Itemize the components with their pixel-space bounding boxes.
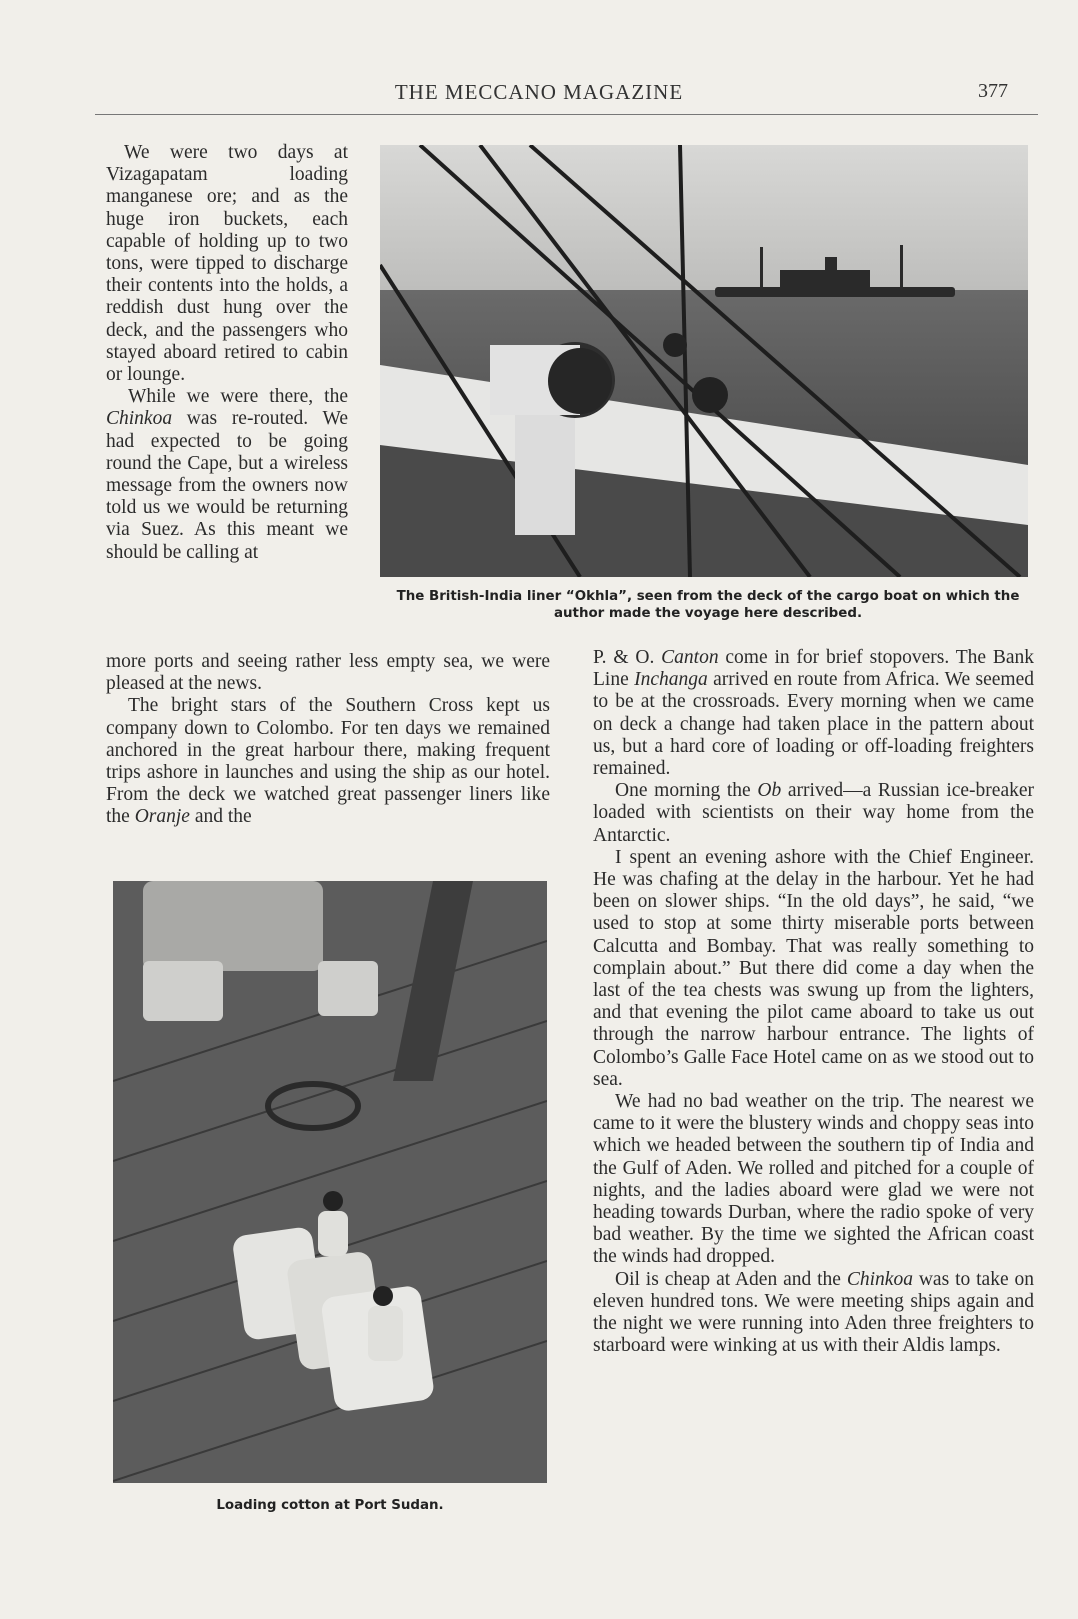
page-number: 377 bbox=[978, 80, 1008, 102]
photo-port-sudan bbox=[113, 881, 547, 1483]
paragraph-rerouted-continued: more ports and seeing rather less empty sea, we were pleased at the news. bbox=[106, 651, 550, 695]
paragraph-vizagapatam: We were two days at Vizagapatam loading manganese ore; and as the huge iron buckets, each capable of holding up to two tons, were tipped to discharge their contents into the holds, a reddish dust hung over the deck, and the passengers who stayed aboard retired to cabin or lounge. bbox=[106, 142, 348, 386]
paragraph-aden: Oil is cheap at Aden and the Chinkoa was to take on eleven hundred tons. We were meeting ships again and the night we were running into Aden three freighters to starboard were winking at us with their Aldis lamps. bbox=[593, 1268, 1034, 1357]
column-left-narrow bbox=[106, 142, 348, 564]
paragraph-chief-engineer: I spent an evening ashore with the Chief Engineer. He was chafing at the delay in the harbour. Yet he had been on slower ships. “In the old days”, he said, “we used to stop at some thirty miserable ports between Calcutta and Bombay. That was really something to complain about.” But there did come a day when the last of the tea chests was swung up from the lighters, and that evening the pilot came aboard to take us out through the narrow harbour entrance. The lights of Colombo’s Galle Face Hotel came on as we stood out to sea. bbox=[593, 846, 1034, 1090]
header-rule bbox=[95, 114, 1038, 115]
photo-port-sudan-drawing bbox=[113, 881, 547, 1483]
column-left-wide bbox=[106, 651, 550, 829]
paragraph-ob-icebreaker: One morning the Ob arrived—a Russian ice-breaker loaded with scientists on their way home from the Antarctic. bbox=[593, 780, 1034, 846]
paragraph-stopovers: P. & O. Canton come in for brief stopovers. The Bank Line Inchanga arrived en route from Africa. We seemed to be at the crossroads. Every morning when we came on deck a change had taken place in the pattern about us, but a hard core of loading or off-loading freighters remained. bbox=[593, 647, 1035, 780]
column-right bbox=[593, 647, 1034, 1358]
photo-okhla-liner bbox=[380, 145, 1028, 577]
paragraph-rerouted: While we were there, the Chinkoa was re-routed. We had expected to be going round the Cape, but a wireless message from the owners now told us we would be returning via Suez. As this meant we should be calling at bbox=[106, 386, 348, 563]
magazine-title: THE MECCANO MAGAZINE bbox=[394, 80, 684, 104]
photo-okhla-liner-drawing bbox=[380, 145, 1028, 577]
photo-port-sudan-caption: Loading cotton at Port Sudan. bbox=[216, 1498, 444, 1513]
paragraph-southern-cross: The bright stars of the Southern Cross kept us company down to Colombo. For ten days we remained anchored in the great harbour there, making frequent trips ashore in launches and using the ship as our hotel. From the deck we watched great passenger liners like the Oranje and the bbox=[106, 695, 550, 828]
paragraph-weather: We had no bad weather on the trip. The nearest we came to it were the blustery winds and choppy seas into which we headed between the southern tip of India and the Gulf of Aden. We rolled and pitched for a couple of nights, and the ladies aboard were glad we were not heading towards Durban, where the radio spoke of very bad weather. By the time we sighted the African coast the winds had dropped. bbox=[593, 1091, 1034, 1268]
photo-okhla-caption: The British-India liner “Okhla”, seen from the deck of the cargo boat on which the author made the voyage here described. bbox=[396, 589, 1020, 621]
